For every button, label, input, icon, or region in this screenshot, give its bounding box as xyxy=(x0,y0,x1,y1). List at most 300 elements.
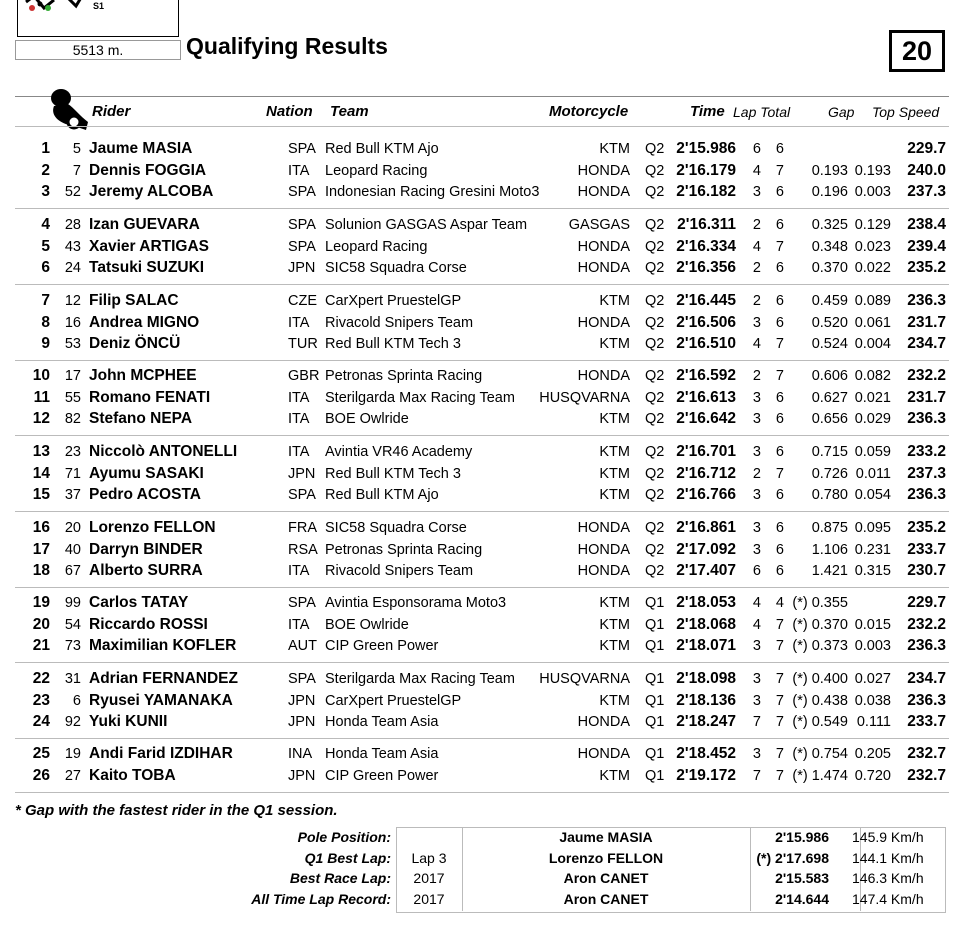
cell-top-speed: 235.2 xyxy=(907,259,946,276)
header-bottom-rule xyxy=(15,126,949,127)
record-speed: 147.4 Km/h xyxy=(852,890,924,907)
cell-position: 12 xyxy=(32,410,50,427)
record-rider: Aron CANET xyxy=(563,870,649,886)
cell-total-laps: 6 xyxy=(775,487,784,503)
cell-gap-first: (*) 0.370 xyxy=(792,616,848,633)
cell-best-lap: 4 xyxy=(752,336,761,352)
cell-gap-previous: 0.023 xyxy=(854,238,891,255)
cell-team: Red Bull KTM Ajo xyxy=(325,141,439,157)
record-speed: 145.9 Km/h xyxy=(852,829,924,845)
record-label: Best Race Lap: xyxy=(289,870,391,886)
cell-gap-previous: 0.061 xyxy=(854,314,891,331)
cell-team: Petronas Sprinta Racing xyxy=(325,368,483,384)
cell-lap-time: 2'16.613 xyxy=(676,388,736,406)
cell-session: Q1 xyxy=(645,671,665,687)
cell-rider-name: Darryn BINDER xyxy=(89,540,203,558)
cell-rider-number: 52 xyxy=(64,184,81,200)
cell-position: 24 xyxy=(32,713,50,730)
cell-lap-time: 2'16.356 xyxy=(676,259,736,276)
cell-gap-first: 0.370 xyxy=(811,260,848,276)
cell-gap-first: (*) 0.438 xyxy=(792,692,848,709)
cell-top-speed: 239.4 xyxy=(907,237,946,255)
cell-total-laps: 6 xyxy=(775,293,784,309)
cell-total-laps: 7 xyxy=(775,671,784,687)
cell-rider-name: Xavier ARTIGAS xyxy=(89,237,210,255)
cell-gap-first: 1.106 xyxy=(811,541,848,558)
cell-best-lap: 3 xyxy=(752,541,761,558)
group-separator xyxy=(15,792,949,793)
group-separator xyxy=(15,738,949,739)
cell-rider-name: Alberto SURRA xyxy=(89,562,203,579)
cell-gap-first: 0.726 xyxy=(811,465,848,482)
cell-motorcycle: KTM xyxy=(599,293,630,309)
cell-position: 6 xyxy=(41,259,50,276)
cell-top-speed: 233.7 xyxy=(907,713,946,730)
cell-rider-number: 17 xyxy=(64,368,81,384)
cell-team: Avintia Esponsorama Moto3 xyxy=(325,595,507,611)
cell-rider-name: Izan GUEVARA xyxy=(89,216,200,233)
cell-position: 1 xyxy=(41,140,50,157)
cell-session: Q2 xyxy=(645,487,665,503)
cell-gap-first: 0.656 xyxy=(811,411,848,427)
cell-gap-previous: 0.315 xyxy=(854,563,891,579)
cell-session: Q1 xyxy=(645,692,665,709)
cell-top-speed: 238.4 xyxy=(907,216,946,233)
cell-motorcycle: KTM xyxy=(599,638,630,654)
cell-position: 19 xyxy=(32,594,50,611)
cell-lap-time: 2'16.506 xyxy=(676,313,736,331)
cell-team: CarXpert PruestelGP xyxy=(325,293,462,309)
cell-top-speed: 231.7 xyxy=(907,388,946,406)
page-title: Qualifying Results xyxy=(186,33,388,59)
cell-best-lap: 7 xyxy=(752,714,761,730)
cell-top-speed: 236.3 xyxy=(907,637,946,654)
cell-gap-previous: 0.205 xyxy=(854,746,891,762)
cell-nation: ITA xyxy=(288,162,310,179)
cell-position: 22 xyxy=(32,670,50,687)
cell-total-laps: 6 xyxy=(775,314,784,331)
cell-team: Red Bull KTM Ajo xyxy=(325,487,439,503)
cell-gap-first: 0.715 xyxy=(811,444,848,460)
cell-team: Rivacold Snipers Team xyxy=(325,314,474,331)
cell-session: Q2 xyxy=(645,563,665,579)
cell-team: Indonesian Racing Gresini Moto3 xyxy=(325,184,540,200)
cell-best-lap: 3 xyxy=(752,746,761,762)
cell-top-speed: 235.2 xyxy=(907,519,946,536)
cell-gap-first: 0.875 xyxy=(811,520,848,536)
cell-session: Q2 xyxy=(645,141,665,157)
cell-gap-first: (*) 0.549 xyxy=(792,714,848,730)
session-number-badge: 20 xyxy=(889,30,945,72)
cell-lap-time: 2'18.053 xyxy=(676,594,736,611)
cell-team: SIC58 Squadra Corse xyxy=(325,260,467,276)
cell-rider-name: Filip SALAC xyxy=(89,292,179,309)
cell-gap-previous: 0.029 xyxy=(854,411,891,427)
cell-team: Sterilgarda Max Racing Team xyxy=(325,389,515,406)
cell-total-laps: 6 xyxy=(775,260,784,276)
cell-best-lap: 2 xyxy=(752,217,761,233)
cell-gap-first: 0.520 xyxy=(811,314,848,331)
cell-lap-time: 2'16.642 xyxy=(676,410,736,427)
cell-lap-time: 2'18.136 xyxy=(676,691,736,709)
cell-best-lap: 2 xyxy=(752,368,761,384)
cell-team: Petronas Sprinta Racing xyxy=(325,541,483,558)
col-header-lap-total: Lap Total xyxy=(733,104,791,120)
cell-rider-number: 37 xyxy=(64,487,81,503)
cell-team: Sterilgarda Max Racing Team xyxy=(325,671,515,687)
cell-nation: INA xyxy=(288,746,313,762)
cell-rider-name: Riccardo ROSSI xyxy=(89,615,208,633)
cell-best-lap: 3 xyxy=(752,487,761,503)
cell-rider-name: Tatsuki SUZUKI xyxy=(89,259,205,276)
cell-rider-name: Adrian FERNANDEZ xyxy=(89,670,238,687)
cell-rider-number: 54 xyxy=(64,616,81,633)
cell-session: Q2 xyxy=(645,336,665,352)
cell-rider-number: 16 xyxy=(64,314,81,331)
cell-top-speed: 233.2 xyxy=(907,443,946,460)
cell-nation: ITA xyxy=(288,616,310,633)
cell-motorcycle: KTM xyxy=(599,692,630,709)
cell-best-lap: 3 xyxy=(752,411,761,427)
cell-nation: FRA xyxy=(288,520,317,536)
cell-gap-previous: 0.027 xyxy=(854,671,891,687)
cell-position: 17 xyxy=(32,540,50,558)
cell-motorcycle: HONDA xyxy=(577,184,630,200)
cell-team: Rivacold Snipers Team xyxy=(325,563,474,579)
cell-position: 15 xyxy=(32,486,50,503)
cell-top-speed: 237.3 xyxy=(907,183,946,200)
group-separator xyxy=(15,662,949,663)
cell-gap-first: 0.524 xyxy=(811,336,848,352)
group-separator xyxy=(15,587,949,588)
cell-best-lap: 3 xyxy=(752,520,761,536)
cell-rider-name: Andi Farid IZDIHAR xyxy=(89,745,233,762)
q1-gap-footnote: * Gap with the fastest rider in the Q1 session. xyxy=(15,802,338,819)
cell-lap-time: 2'16.712 xyxy=(676,464,736,482)
cell-nation: AUT xyxy=(288,638,317,654)
cell-nation: ITA xyxy=(288,389,310,406)
cell-gap-previous: 0.021 xyxy=(854,389,891,406)
cell-best-lap: 2 xyxy=(752,260,761,276)
record-label: Pole Position: xyxy=(297,829,391,845)
cell-best-lap: 3 xyxy=(752,638,761,654)
cell-nation: ITA xyxy=(288,411,310,427)
cell-position: 18 xyxy=(32,562,50,579)
cell-nation: CZE xyxy=(288,293,317,309)
cell-nation: ITA xyxy=(288,563,310,579)
sector-label: S1 xyxy=(93,1,105,11)
cell-lap-time: 2'18.068 xyxy=(676,615,736,633)
cell-team: Leopard Racing xyxy=(325,162,428,179)
record-rider: Lorenzo FELLON xyxy=(548,849,664,866)
cell-rider-name: Dennis FOGGIA xyxy=(89,161,207,179)
circuit-map-icon xyxy=(22,0,92,18)
col-header-time: Time xyxy=(690,103,725,120)
cell-position: 23 xyxy=(32,691,50,709)
circuit-length: 5513 m. xyxy=(15,40,181,60)
cell-total-laps: 6 xyxy=(775,217,784,233)
cell-total-laps: 7 xyxy=(775,767,784,784)
cell-rider-number: 71 xyxy=(64,465,81,482)
cell-session: Q2 xyxy=(645,217,665,233)
cell-nation: SPA xyxy=(288,595,316,611)
cell-team: Leopard Racing xyxy=(325,238,428,255)
cell-position: 5 xyxy=(41,237,50,255)
cell-top-speed: 237.3 xyxy=(907,464,946,482)
cell-gap-previous: 0.054 xyxy=(854,487,891,503)
cell-position: 21 xyxy=(32,637,50,654)
record-label: All Time Lap Record: xyxy=(251,890,391,907)
cell-top-speed: 236.3 xyxy=(907,292,946,309)
cell-rider-name: Carlos TATAY xyxy=(89,594,189,611)
cell-position: 13 xyxy=(32,443,50,460)
cell-rider-name: Ayumu SASAKI xyxy=(89,464,204,482)
record-time: 2'14.644 xyxy=(775,890,829,907)
cell-gap-previous: 0.082 xyxy=(854,368,891,384)
cell-top-speed: 240.0 xyxy=(907,161,946,179)
cell-gap-first: 1.421 xyxy=(811,563,848,579)
cell-motorcycle: KTM xyxy=(599,411,630,427)
col-header-rider: Rider xyxy=(92,103,131,120)
record-rider: Aron CANET xyxy=(563,890,649,907)
cell-rider-number: 28 xyxy=(64,217,81,233)
cell-rider-number: 53 xyxy=(64,336,81,352)
cell-gap-first: (*) 0.355 xyxy=(792,595,848,611)
cell-best-lap: 3 xyxy=(752,389,761,406)
cell-nation: SPA xyxy=(288,141,316,157)
cell-nation: RSA xyxy=(288,541,318,558)
cell-nation: TUR xyxy=(288,336,318,352)
cell-total-laps: 6 xyxy=(775,389,784,406)
cell-gap-previous: 0.059 xyxy=(854,444,891,460)
cell-lap-time: 2'19.172 xyxy=(676,766,736,784)
cell-top-speed: 234.7 xyxy=(907,335,946,352)
cell-top-speed: 231.7 xyxy=(907,313,946,331)
cell-rider-name: Niccolò ANTONELLI xyxy=(89,443,238,460)
cell-gap-first: 0.193 xyxy=(811,162,848,179)
cell-gap-first: (*) 1.474 xyxy=(792,767,848,784)
cell-rider-name: John MCPHEE xyxy=(89,367,197,384)
cell-nation: JPN xyxy=(288,465,316,482)
cell-motorcycle: HUSQVARNA xyxy=(539,671,630,687)
cell-motorcycle: KTM xyxy=(599,444,630,460)
cell-team: CIP Green Power xyxy=(325,767,439,784)
cell-session: Q2 xyxy=(645,389,665,406)
cell-best-lap: 2 xyxy=(752,465,761,482)
cell-session: Q1 xyxy=(645,767,665,784)
cell-top-speed: 232.2 xyxy=(907,367,946,384)
cell-lap-time: 2'16.510 xyxy=(676,335,736,352)
cell-position: 16 xyxy=(32,519,50,536)
cell-lap-time: 2'17.407 xyxy=(676,562,736,579)
cell-rider-name: Romano FENATI xyxy=(89,388,211,406)
cell-best-lap: 4 xyxy=(752,616,761,633)
cell-gap-first: 0.627 xyxy=(811,389,848,406)
cell-lap-time: 2'16.861 xyxy=(676,519,736,536)
cell-team: Honda Team Asia xyxy=(325,746,439,762)
cell-rider-number: 5 xyxy=(72,141,81,157)
cell-total-laps: 7 xyxy=(775,638,784,654)
cell-gap-first: 0.606 xyxy=(811,368,848,384)
cell-lap-time: 2'18.247 xyxy=(676,713,736,730)
cell-motorcycle: HONDA xyxy=(577,238,630,255)
cell-session: Q1 xyxy=(645,638,665,654)
cell-rider-name: Jeremy ALCOBA xyxy=(89,183,214,200)
cell-best-lap: 3 xyxy=(752,671,761,687)
col-header-motorcycle: Motorcycle xyxy=(549,103,629,120)
cell-motorcycle: KTM xyxy=(599,141,630,157)
record-rider: Jaume MASIA xyxy=(559,829,653,845)
cell-top-speed: 233.7 xyxy=(907,540,946,558)
cell-total-laps: 7 xyxy=(775,616,784,633)
cell-session: Q2 xyxy=(645,465,665,482)
cell-lap-time: 2'16.445 xyxy=(676,292,736,309)
cell-gap-previous: 0.022 xyxy=(854,260,891,276)
cell-motorcycle: HONDA xyxy=(577,714,630,730)
cell-rider-name: Andrea MIGNO xyxy=(89,313,200,331)
cell-lap-time: 2'16.334 xyxy=(676,237,736,255)
cell-rider-number: 99 xyxy=(64,595,81,611)
cell-gap-first: (*) 0.373 xyxy=(792,638,848,654)
cell-position: 10 xyxy=(32,367,50,384)
header-top-rule xyxy=(15,96,949,97)
cell-motorcycle: HONDA xyxy=(577,368,630,384)
cell-total-laps: 6 xyxy=(775,541,784,558)
cell-gap-previous: 0.089 xyxy=(854,293,891,309)
cell-rider-name: Deniz ÖNCÜ xyxy=(89,335,181,352)
cell-total-laps: 4 xyxy=(775,595,784,611)
cell-top-speed: 229.7 xyxy=(907,594,946,611)
cell-rider-number: 12 xyxy=(64,293,81,309)
cell-position: 7 xyxy=(41,292,50,309)
record-speed: 144.1 Km/h xyxy=(852,849,924,866)
cell-rider-name: Pedro ACOSTA xyxy=(89,486,201,503)
cell-lap-time: 2'16.766 xyxy=(676,486,736,503)
cell-rider-number: 7 xyxy=(72,162,81,179)
cell-nation: SPA xyxy=(288,487,316,503)
cell-position: 25 xyxy=(32,745,50,762)
records-column-divider xyxy=(750,827,751,911)
cell-total-laps: 6 xyxy=(775,184,784,200)
cell-top-speed: 232.7 xyxy=(907,766,946,784)
cell-best-lap: 3 xyxy=(752,184,761,200)
col-header-top-speed: Top Speed xyxy=(872,104,940,120)
record-time: 2'15.583 xyxy=(775,870,829,886)
cell-top-speed: 236.3 xyxy=(907,691,946,709)
cell-total-laps: 7 xyxy=(775,465,784,482)
record-lap-or-year: 2017 xyxy=(413,870,445,886)
cell-motorcycle: HONDA xyxy=(577,563,630,579)
cell-gap-previous: 0.111 xyxy=(856,714,891,730)
cell-best-lap: 3 xyxy=(752,314,761,331)
record-label: Q1 Best Lap: xyxy=(304,849,391,866)
cell-top-speed: 232.7 xyxy=(907,745,946,762)
cell-session: Q2 xyxy=(645,520,665,536)
cell-lap-time: 2'16.311 xyxy=(677,216,736,233)
cell-top-speed: 236.3 xyxy=(907,486,946,503)
cell-team: Red Bull KTM Tech 3 xyxy=(325,465,461,482)
cell-gap-first: (*) 0.400 xyxy=(792,671,848,687)
record-lap-or-year: Lap 3 xyxy=(411,849,447,866)
cell-best-lap: 3 xyxy=(752,444,761,460)
cell-gap-previous: 0.193 xyxy=(854,162,891,179)
cell-top-speed: 234.7 xyxy=(907,670,946,687)
cell-nation: ITA xyxy=(288,444,310,460)
cell-best-lap: 3 xyxy=(752,692,761,709)
cell-motorcycle: HONDA xyxy=(577,520,630,536)
cell-total-laps: 6 xyxy=(775,141,784,157)
cell-total-laps: 7 xyxy=(775,692,784,709)
cell-gap-first: 0.196 xyxy=(811,184,848,200)
record-lap-or-year: 2017 xyxy=(413,890,445,907)
cell-motorcycle: HONDA xyxy=(577,162,630,179)
cell-rider-number: 92 xyxy=(64,714,81,730)
cell-lap-time: 2'18.098 xyxy=(676,670,736,687)
cell-lap-time: 2'16.592 xyxy=(676,367,736,384)
cell-nation: JPN xyxy=(288,692,316,709)
col-header-gap: Gap xyxy=(828,104,855,120)
cell-session: Q2 xyxy=(645,314,665,331)
group-separator xyxy=(15,435,949,436)
cell-session: Q1 xyxy=(645,714,665,730)
cell-best-lap: 4 xyxy=(752,595,761,611)
cell-lap-time: 2'18.071 xyxy=(676,637,736,654)
cell-team: Solunion GASGAS Aspar Team xyxy=(325,217,528,233)
cell-total-laps: 6 xyxy=(775,444,784,460)
cell-lap-time: 2'17.092 xyxy=(676,540,736,558)
cell-team: Honda Team Asia xyxy=(325,714,439,730)
cell-gap-previous: 0.004 xyxy=(854,336,891,352)
cell-best-lap: 2 xyxy=(752,293,761,309)
cell-rider-number: 43 xyxy=(64,238,81,255)
cell-gap-previous: 0.003 xyxy=(854,638,891,654)
cell-rider-name: Yuki KUNII xyxy=(89,713,168,730)
cell-nation: JPN xyxy=(288,714,316,730)
cell-motorcycle: HONDA xyxy=(577,260,630,276)
cell-gap-first: 0.780 xyxy=(811,487,848,503)
cell-gap-previous: 0.231 xyxy=(854,541,891,558)
col-header-nation: Nation xyxy=(266,103,313,120)
cell-total-laps: 6 xyxy=(775,563,784,579)
cell-rider-name: Jaume MASIA xyxy=(89,140,193,157)
cell-rider-number: 27 xyxy=(64,767,81,784)
cell-lap-time: 2'16.182 xyxy=(676,183,736,200)
cell-total-laps: 6 xyxy=(775,411,784,427)
cell-position: 26 xyxy=(32,766,50,784)
col-header-team: Team xyxy=(330,103,369,120)
cell-best-lap: 6 xyxy=(752,141,761,157)
cell-nation: JPN xyxy=(288,767,316,784)
cell-session: Q2 xyxy=(645,411,665,427)
cell-best-lap: 6 xyxy=(752,563,761,579)
cell-session: Q2 xyxy=(645,260,665,276)
cell-rider-number: 55 xyxy=(64,389,81,406)
record-time: (*) 2'17.698 xyxy=(756,849,829,866)
cell-motorcycle: KTM xyxy=(599,487,630,503)
cell-top-speed: 230.7 xyxy=(907,562,946,579)
cell-motorcycle: KTM xyxy=(599,616,630,633)
cell-rider-number: 19 xyxy=(64,746,81,762)
group-separator xyxy=(15,360,949,361)
cell-nation: GBR xyxy=(288,368,320,384)
cell-rider-number: 20 xyxy=(64,520,81,536)
cell-rider-number: 67 xyxy=(64,563,81,579)
cell-gap-first: 0.459 xyxy=(811,293,848,309)
record-speed: 146.3 Km/h xyxy=(852,870,924,886)
cell-gap-previous: 0.095 xyxy=(854,520,891,536)
cell-rider-number: 23 xyxy=(64,444,81,460)
cell-motorcycle: KTM xyxy=(599,595,630,611)
